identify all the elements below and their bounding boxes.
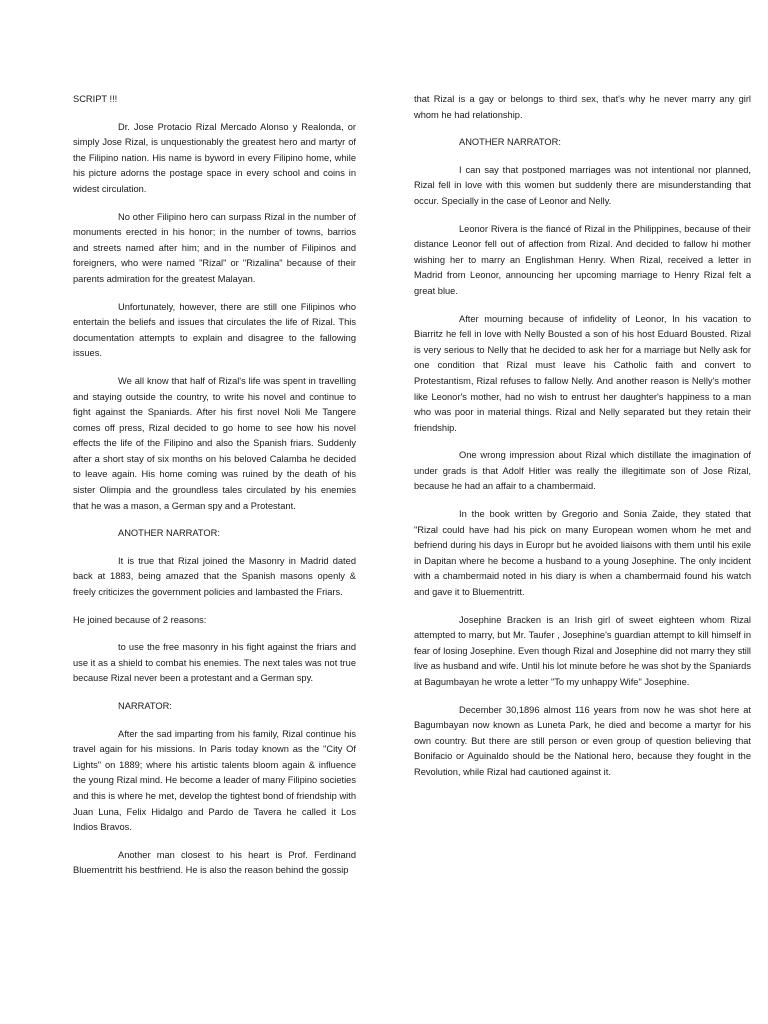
paragraph: He joined because of 2 reasons: — [73, 614, 207, 625]
narrator-heading: NARRATOR: — [118, 701, 172, 711]
paragraph: Another man closest to his heart is Prof. Ferdinand Bluementritt his bestfriend. He is also the reason behind the gossip — [73, 849, 356, 876]
left-column — [73, 92, 356, 879]
paragraph: We all know that half of Rizal's life was spent in travelling and staying outside the country, to write his novel and continue to fight against the Spaniards. After his first novel Noli Me Tangere comes off press, Rizal decided to go home to see how his novel effects the life of the Filipino and also the Spanish friars. Suddenly after a short stay of six months on his beloved Calamba he decided to leave again. His home coming was ruined by the death of his sister Olimpia and the groundless tales circulated by his enemies that he was a mason, a German spy and a Protestant. — [73, 375, 356, 511]
script-title: SCRIPT !!! — [73, 94, 118, 104]
paragraph: No other Filipino hero can surpass Rizal in the number of monuments erected in his honor; in the number of towns, barrios and streets named after him; and in the number of Filipinos and foreigners, who were named "Rizal" or "Rizalina" because of their parents admiration for the greatest Malayan. — [73, 211, 356, 284]
paragraph: After mourning because of infidelity of Leonor, In his vacation to Biarritz he fell in love with Nelly Bousted a son of his host Eduard Bousted. Rizal is very serious to Nelly that he decided to ask her for a marriage but Nelly ask for one condition that Rizal must leave his Catholic faith and convert to Protestantism, Rizal refuses to fallow Nelly. And another reason is Nelly's mother like Leonor's mother, had no wish to entrust her daughter's happiness to a man who was poor in material things. Rizal and Nelly separated but they retain their friendship. — [414, 313, 751, 433]
paragraph: that Rizal is a gay or belongs to third sex, that's why he never marry any girl whom he had relationship. — [414, 94, 751, 120]
paragraph: After the sad imparting from his family, Rizal continue his travel again for his missions. In Paris today known as the "City Of Lights" on 1889; where his artistic talents bloom again & influence the young Rizal mind. He become a leader of many Filipino societies and this is where he met, develop the tightest bond of friendship with Juan Luna, Felix Hidalgo and Pardo de Tavera he called it Los Indios Bravos. — [73, 728, 356, 833]
narrator-heading: ANOTHER NARRATOR: — [118, 528, 220, 539]
paragraph: to use the free masonry in his fight against the friars and use it as a shield to combat his enemies. The next tales was not true because Rizal never been a protestant and a German spy. — [73, 642, 356, 684]
paragraph: Unfortunately, however, there are still one Filipinos who entertain the beliefs and issues that circulates the life of Rizal. This documentation attempts to explain and disagree to the fallowing issues. — [73, 301, 356, 359]
paragraph: December 30,1896 almost 116 years from now he was shot here at Bagumbayan now known as Luneta Park, he died and become a martyr for his own country. But there are still person or even group of question believing that Bonifacio or Aguinaldo should be the National hero, because they fought in the Revolution, while Rizal had cautioned against it. — [414, 704, 751, 777]
paragraph: Josephine Bracken is an Irish girl of sweet eighteen whom Rizal attempted to marry, but Mr. Taufer , Josephine's guardian attempt to kill himself in fear of losing Josephine. Even though Rizal and Josephine did not marry they still live as husband and wife. Until his lot minute before he was shot by the Spaniards at Bagumbayan he wrote a letter "To my unhappy Wife" Josephine. — [414, 614, 751, 687]
paragraph: Dr. Jose Protacio Rizal Mercado Alonso y Realonda, or simply Jose Rizal, is unquestionably the greatest hero and martyr of the Filipino nation. His name is byword in every Filipino home, while his picture adorns the postage space in every school and coins in widest circulation. — [73, 121, 356, 194]
narrator-heading: ANOTHER NARRATOR: — [459, 137, 561, 148]
right-column — [414, 92, 751, 781]
paragraph: One wrong impression about Rizal which distillate the imagination of under grads is that Adolf Hitler was really the illegitimate son of Jose Rizal, because he had an affair to a chambermaid. — [414, 450, 751, 492]
paragraph: Leonor Rivera is the fiancé of Rizal in the Philippines, because of their distance Leonor fell out of affection from Rizal. And decided to fallow hi mother wishing her to marry an Englishman Henry. When Rizal, received a letter in Madrid from Leonor, announcing her upcoming marriage to Henry Rizal felt a great blue. — [414, 223, 751, 296]
paragraph: I can say that postponed marriages was not intentional nor planned, Rizal fell in love with this women but suddenly there are misunderstanding that occur. Specially in the case of Leonor and Nelly. — [414, 164, 751, 206]
paragraph: It is true that Rizal joined the Masonry in Madrid dated back at 1883, being amazed that the Spanish masons openly & freely criticizes the government policies and lambasted the Friars. — [73, 555, 356, 598]
paragraph: In the book written by Gregorio and Sonia Zaide, they stated that "Rizal could have had his pick on many European women whom he met and befriend during his days in Europr but he avoided liaisons with them until his exile in Dapitan where he become a husband to a young Josephine. The only incident with a chambermaid noted in his diary is when a chambermaid found his watch and gave it to Bluementritt. — [414, 509, 751, 598]
